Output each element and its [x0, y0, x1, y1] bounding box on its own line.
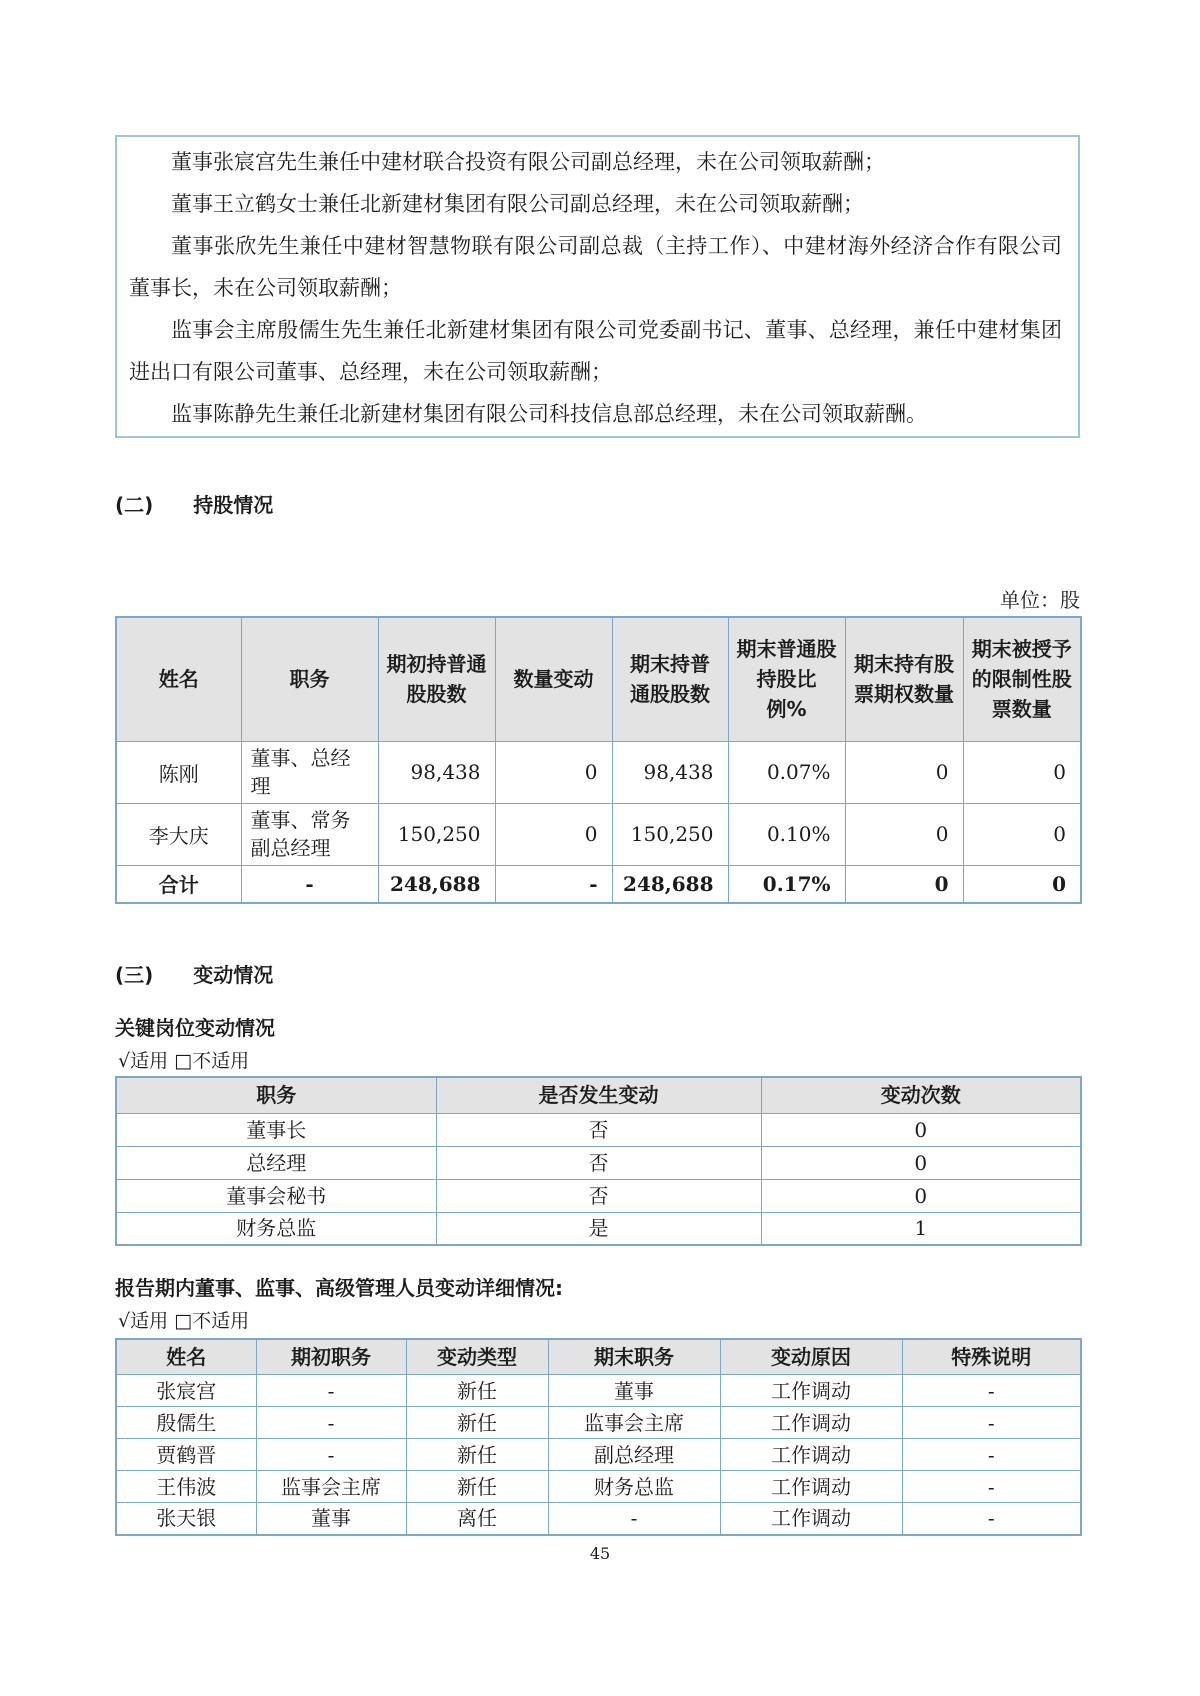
cell-change: 0	[495, 803, 612, 865]
section-3-title: 变动情况	[193, 963, 274, 987]
cell-position: 董事、总经理	[241, 741, 378, 803]
cell-change-type: 新任	[406, 1471, 548, 1503]
cell-name: 李大庆	[116, 803, 241, 865]
cell-position: 董事会秘书	[116, 1179, 436, 1212]
cell-change-count: 1	[761, 1212, 1081, 1245]
cell-ratio: 0.10%	[728, 803, 845, 865]
cell-options: 0	[845, 741, 963, 803]
unit-note: 单位：股	[1000, 588, 1080, 612]
cell-shares-begin: 98,438	[378, 741, 495, 803]
cell-end-position: -	[548, 1503, 720, 1535]
cell-total-label: 合计	[116, 865, 241, 903]
cell-position: 财务总监	[116, 1212, 436, 1245]
column-header-changed: 是否发生变动	[436, 1077, 761, 1113]
intro-paragraph: 监事会主席殷儒生先生兼任北新建材集团有限公司党委副书记、董事、总经理，兼任中建材集团进出口有限公司董事、总经理，未在公司领取薪酬；	[129, 318, 1062, 384]
cell-end-position: 财务总监	[548, 1471, 720, 1503]
intro-box	[115, 135, 1080, 438]
column-header-begin-position: 期初职务	[256, 1339, 406, 1375]
cell-restricted: 0	[963, 741, 1081, 803]
cell-begin-position: 董事	[256, 1503, 406, 1535]
table-row	[116, 1113, 1081, 1146]
section-2-label: (二)	[115, 493, 154, 517]
cell-position: 总经理	[116, 1146, 436, 1179]
column-header-shares-end: 期末持普通股股数	[612, 617, 728, 741]
cell-end-position: 董事	[548, 1375, 720, 1407]
cell-shares-end: 150,250	[612, 803, 728, 865]
intro-paragraph: 董事张宸宫先生兼任中建材联合投资有限公司副总经理，未在公司领取薪酬；	[171, 150, 885, 174]
section-2-title: 持股情况	[193, 493, 274, 517]
intro-paragraph: 监事陈静先生兼任北新建材集团有限公司科技信息部总经理，未在公司领取薪酬。	[171, 402, 927, 426]
column-header-change-count: 变动次数	[761, 1077, 1081, 1113]
cell-begin-position: -	[256, 1407, 406, 1439]
cell-name: 贾鹤晋	[116, 1439, 256, 1471]
column-header-options: 期末持有股票期权数量	[845, 617, 963, 741]
cell-name: 张天银	[116, 1503, 256, 1535]
cell-change: 0	[495, 741, 612, 803]
section-2-heading	[115, 492, 273, 518]
column-header-ratio: 期末普通股持股比例%	[728, 617, 845, 741]
cell-special-note: -	[902, 1407, 1081, 1439]
header-row	[116, 617, 1081, 741]
cell-changed: 否	[436, 1179, 761, 1212]
intro-paragraph: 董事张欣先生兼任中建材智慧物联有限公司副总裁（主持工作）、中建材海外经济合作有限公司董事长，未在公司领取薪酬；	[129, 234, 1062, 300]
cell-end-position: 副总经理	[548, 1439, 720, 1471]
cell-begin-position: -	[256, 1375, 406, 1407]
table-row	[116, 741, 1081, 803]
cell-shares-end: 248,688	[612, 865, 728, 903]
cell-special-note: -	[902, 1503, 1081, 1535]
cell-special-note: -	[902, 1439, 1081, 1471]
detail-changes-applicability: √适用 □不适用	[118, 1310, 250, 1332]
cell-changed: 否	[436, 1113, 761, 1146]
holdings-table-header	[116, 617, 1081, 741]
cell-change-reason: 工作调动	[720, 1407, 902, 1439]
table-row	[116, 1212, 1081, 1245]
cell-end-position: 监事会主席	[548, 1407, 720, 1439]
cell-ratio: 0.17%	[728, 865, 845, 903]
cell-begin-position: 监事会主席	[256, 1471, 406, 1503]
detail-changes-table-header	[116, 1339, 1081, 1375]
cell-change-count: 0	[761, 1113, 1081, 1146]
key-positions-table-header	[116, 1077, 1081, 1113]
cell-position: 董事长	[116, 1113, 436, 1146]
cell-changed: 否	[436, 1146, 761, 1179]
page-number: 45	[589, 1544, 611, 1563]
table-row	[116, 1146, 1081, 1179]
column-header-name: 姓名	[116, 617, 241, 741]
cell-change-reason: 工作调动	[720, 1471, 902, 1503]
section-3-heading	[115, 962, 273, 988]
cell-shares-begin: 150,250	[378, 803, 495, 865]
cell-shares-begin: 248,688	[378, 865, 495, 903]
column-header-change-reason: 变动原因	[720, 1339, 902, 1375]
cell-change-type: 新任	[406, 1439, 548, 1471]
column-header-position: 职务	[116, 1077, 436, 1113]
cell-options: 0	[845, 803, 963, 865]
cell-position: -	[241, 865, 378, 903]
column-header-change-type: 变动类型	[406, 1339, 548, 1375]
cell-options: 0	[845, 865, 963, 903]
column-header-shares-begin: 期初持普通股股数	[378, 617, 495, 741]
column-header-change: 数量变动	[495, 617, 612, 741]
column-header-position: 职务	[241, 617, 378, 741]
table-row	[116, 1471, 1081, 1503]
cell-change-type: 离任	[406, 1503, 548, 1535]
cell-change-count: 0	[761, 1179, 1081, 1212]
cell-changed: 是	[436, 1212, 761, 1245]
cell-shares-end: 98,438	[612, 741, 728, 803]
cell-restricted: 0	[963, 803, 1081, 865]
key-positions-table	[115, 1076, 1082, 1246]
cell-name: 王伟波	[116, 1471, 256, 1503]
column-header-name: 姓名	[116, 1339, 256, 1375]
cell-change-reason: 工作调动	[720, 1503, 902, 1535]
table-row	[116, 1179, 1081, 1212]
cell-special-note: -	[902, 1375, 1081, 1407]
cell-special-note: -	[902, 1471, 1081, 1503]
cell-position: 董事、常务副总经理	[241, 803, 378, 865]
cell-change-reason: 工作调动	[720, 1439, 902, 1471]
cell-change-type: 新任	[406, 1375, 548, 1407]
cell-change-count: 0	[761, 1146, 1081, 1179]
key-positions-applicability: √适用 □不适用	[118, 1050, 250, 1072]
cell-name: 陈刚	[116, 741, 241, 803]
column-header-special-note: 特殊说明	[902, 1339, 1081, 1375]
holdings-table	[115, 616, 1082, 904]
detail-changes-heading: 报告期内董事、监事、高级管理人员变动详细情况:	[115, 1276, 563, 1300]
cell-change: -	[495, 865, 612, 903]
section-3-label: (三)	[115, 963, 154, 987]
cell-name: 殷儒生	[116, 1407, 256, 1439]
table-row	[116, 1375, 1081, 1407]
table-row	[116, 803, 1081, 865]
table-row	[116, 1407, 1081, 1439]
header-row	[116, 1077, 1081, 1113]
cell-name: 张宸宫	[116, 1375, 256, 1407]
cell-restricted: 0	[963, 865, 1081, 903]
key-positions-heading: 关键岗位变动情况	[115, 1016, 275, 1040]
cell-ratio: 0.07%	[728, 741, 845, 803]
header-row	[116, 1339, 1081, 1375]
table-row	[116, 1439, 1081, 1471]
intro-paragraph: 董事王立鹤女士兼任北新建材集团有限公司副总经理，未在公司领取薪酬；	[171, 192, 864, 216]
total-row	[116, 865, 1081, 903]
detail-changes-table	[115, 1338, 1082, 1536]
column-header-restricted: 期末被授予的限制性股票数量	[963, 617, 1081, 741]
cell-begin-position: -	[256, 1439, 406, 1471]
column-header-end-position: 期末职务	[548, 1339, 720, 1375]
table-row	[116, 1503, 1081, 1535]
cell-change-reason: 工作调动	[720, 1375, 902, 1407]
cell-change-type: 新任	[406, 1407, 548, 1439]
